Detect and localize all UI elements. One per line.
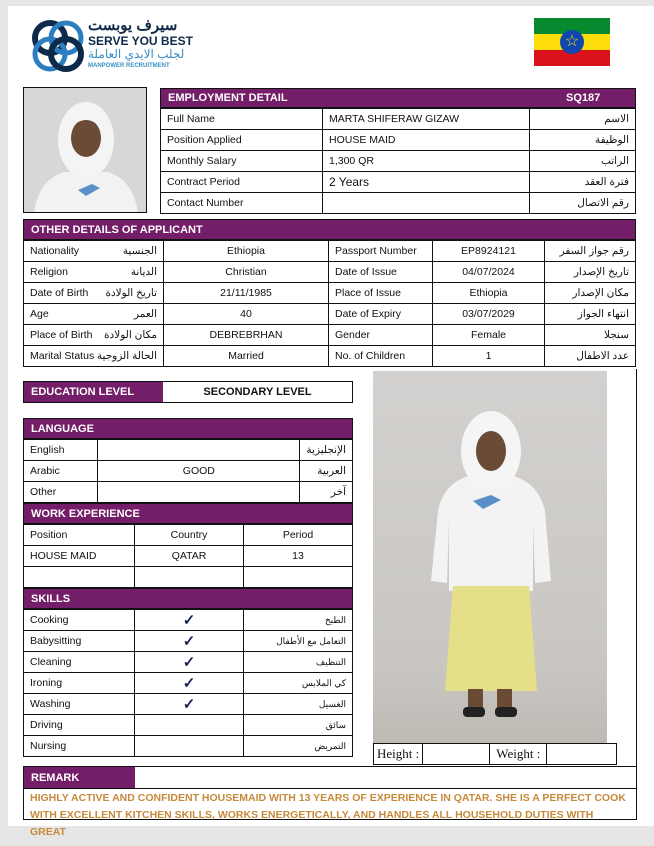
skill-name-arabic: كي الملابس (244, 673, 353, 694)
skills-header (23, 588, 353, 609)
height-value[interactable] (423, 744, 490, 765)
field-label: Age (30, 308, 49, 320)
employment-row (161, 109, 636, 130)
work-experience-header (23, 503, 353, 524)
logo-name: SERVE YOU BEST (88, 34, 193, 48)
other-details-row (24, 346, 636, 367)
skill-name: Cleaning (24, 652, 135, 673)
field-label-cell (24, 346, 164, 367)
weight-label: Weight : (490, 744, 547, 765)
work-cell: HOUSE MAID (24, 546, 135, 567)
skills-title: SKILLS (31, 592, 71, 605)
field-label-cell (24, 304, 164, 325)
column-header: Position (24, 525, 135, 546)
column-header: Country (135, 525, 244, 546)
field-value: 03/07/2029 (433, 304, 545, 325)
field-label: Religion (30, 266, 68, 278)
field-label: Full Name (161, 109, 323, 130)
skill-row (24, 736, 353, 757)
field-label-arabic: الحالة الزوجية (96, 350, 157, 362)
language-name-arabic: الإنجليزية (300, 440, 353, 461)
language-name: Arabic (24, 461, 98, 482)
language-row (24, 440, 353, 461)
field-label-cell (24, 283, 164, 304)
company-logo (28, 18, 203, 74)
employment-row (161, 172, 636, 193)
field-value: 2 Years (323, 172, 530, 193)
logo-tagline: MANPOWER RECRUITMENT (88, 63, 170, 69)
field-label-arabic: تاريخ الولادة (105, 287, 157, 299)
skill-row (24, 715, 353, 736)
other-details-row (24, 241, 636, 262)
skill-name-arabic: الطبخ (244, 610, 353, 631)
field-label-arabic: تاريخ الإصدار (545, 262, 636, 283)
skill-name-arabic: التعامل مع الأطفال (244, 631, 353, 652)
skill-checkbox[interactable] (135, 673, 244, 694)
work-cell: QATAR (135, 546, 244, 567)
field-label: Nationality (30, 245, 80, 257)
field-label: No. of Children (329, 346, 433, 367)
other-details-header (23, 219, 636, 240)
field-label: Date of Birth (30, 287, 89, 299)
field-label-arabic: الاسم (530, 109, 636, 130)
employment-table (160, 108, 636, 214)
language-title: LANGUAGE (31, 422, 94, 435)
remark-title: REMARK (24, 767, 135, 788)
field-label: Contract Period (161, 172, 323, 193)
applicant-full-photo (373, 371, 607, 743)
language-level (98, 440, 300, 461)
field-label: Place of Birth (30, 329, 93, 341)
skill-checkbox[interactable] (135, 652, 244, 673)
language-row (24, 461, 353, 482)
skill-checkbox[interactable] (135, 694, 244, 715)
checkmark-icon: ✓ (182, 675, 196, 692)
other-details-row (24, 304, 636, 325)
field-label: Monthly Salary (161, 151, 323, 172)
skill-checkbox[interactable] (135, 631, 244, 652)
work-cell: 13 (244, 546, 353, 567)
skill-name: Ironing (24, 673, 135, 694)
language-header (23, 418, 353, 439)
field-value (323, 193, 530, 214)
field-label-arabic: عدد الاطفال (545, 346, 636, 367)
employment-row (161, 193, 636, 214)
checkmark-icon: ✓ (182, 633, 196, 650)
field-label-arabic: مكان الإصدار (545, 283, 636, 304)
language-row (24, 482, 353, 503)
field-label-arabic: انتهاء الجواز (545, 304, 636, 325)
other-details-title: OTHER DETAILS OF APPLICANT (31, 223, 203, 236)
work-cell (24, 567, 135, 588)
employment-title: EMPLOYMENT DETAIL (168, 92, 288, 104)
language-name-arabic: آخر (300, 482, 353, 503)
field-value: Christian (164, 262, 329, 283)
remark-text: HIGHLY ACTIVE AND CONFIDENT HOUSEMAID WITH 13 YEARS OF EXPERIENCE IN QATAR. SHE IS A PERFECT COOK WITH EXCELLENT KITCHEN SKILLS, WORKS ENERGETICALLY, AND HANDLES ALL HOUSEHOLD DUTIES WITH GREAT (30, 792, 626, 838)
field-label-cell (24, 241, 164, 262)
checkmark-icon: ✓ (182, 654, 196, 671)
employment-row (161, 130, 636, 151)
field-value: Ethiopia (433, 283, 545, 304)
other-details-row (24, 262, 636, 283)
field-value: 21/11/1985 (164, 283, 329, 304)
field-value: 1 (433, 346, 545, 367)
work-experience-title: WORK EXPERIENCE (31, 507, 140, 520)
other-details-table (23, 240, 636, 367)
field-value: 40 (164, 304, 329, 325)
field-value: 04/07/2024 (433, 262, 545, 283)
language-table (23, 439, 353, 503)
field-label: Passport Number (329, 241, 433, 262)
language-name-arabic: العربية (300, 461, 353, 482)
language-level (98, 482, 300, 503)
language-name: Other (24, 482, 98, 503)
field-label-arabic: الديانة (130, 266, 157, 278)
skill-row (24, 610, 353, 631)
skill-row (24, 673, 353, 694)
logo-arabic-sub: لجلب الايدي العاملة (88, 47, 185, 61)
field-label-arabic: فترة العقد (530, 172, 636, 193)
skill-name: Babysitting (24, 631, 135, 652)
other-details-row (24, 283, 636, 304)
checkmark-icon: ✓ (182, 696, 196, 713)
right-border-line (636, 369, 637, 820)
skill-name: Washing (24, 694, 135, 715)
field-value: MARTA SHIFERAW GIZAW (323, 109, 530, 130)
work-experience-table (23, 524, 353, 588)
work-row (24, 567, 353, 588)
reference-code: SQ187 (566, 92, 601, 104)
work-cell (244, 567, 353, 588)
field-label-arabic: الراتب (530, 151, 636, 172)
field-label-arabic: العمر (133, 308, 157, 320)
skill-row (24, 694, 353, 715)
height-label: Height : (374, 744, 423, 765)
field-label: Marital Status (30, 350, 95, 362)
skill-name-arabic: سائق (244, 715, 353, 736)
work-header-row (24, 525, 353, 546)
skill-checkbox[interactable] (135, 610, 244, 631)
field-label-cell (24, 262, 164, 283)
logo-knot-icon (28, 18, 88, 74)
employment-row (161, 151, 636, 172)
column-header: Period (244, 525, 353, 546)
remark-section (23, 766, 636, 838)
field-value: DEBREBRHAN (164, 325, 329, 346)
skill-name-arabic: التمريض (244, 736, 353, 757)
skill-row (24, 652, 353, 673)
field-label-arabic: الوظيفة (530, 130, 636, 151)
education-value: SECONDARY LEVEL (203, 386, 312, 398)
work-row (24, 546, 353, 567)
field-label: Gender (329, 325, 433, 346)
field-value: 1,300 QR (323, 151, 530, 172)
checkmark-icon: ✓ (182, 612, 196, 629)
other-details-row (24, 325, 636, 346)
weight-value[interactable] (547, 744, 617, 765)
applicant-portrait (23, 87, 147, 213)
field-label-arabic: رقم الاتصال (530, 193, 636, 214)
field-value: Married (164, 346, 329, 367)
field-label-arabic: سنجلا (545, 325, 636, 346)
field-value: HOUSE MAID (323, 130, 530, 151)
work-cell (135, 567, 244, 588)
skill-row (24, 631, 353, 652)
logo-arabic: سيرف يوبست (88, 17, 178, 34)
measurements-table (373, 743, 617, 765)
employment-detail-header (160, 88, 636, 108)
education-title: EDUCATION LEVEL (24, 382, 163, 402)
field-label-arabic: مكان الولادة (104, 329, 157, 341)
skill-checkbox[interactable] (135, 736, 244, 757)
field-value: Ethiopia (164, 241, 329, 262)
field-label: Contact Number (161, 193, 323, 214)
field-label-arabic: رقم جواز السفر (545, 241, 636, 262)
field-label: Position Applied (161, 130, 323, 151)
field-label: Date of Expiry (329, 304, 433, 325)
education-row (23, 381, 353, 403)
skills-table (23, 609, 353, 757)
skill-name: Driving (24, 715, 135, 736)
field-label-cell (24, 325, 164, 346)
field-label-arabic: الجنسية (122, 245, 157, 257)
skill-name-arabic: الغسيل (244, 694, 353, 715)
language-level: GOOD (98, 461, 300, 482)
field-value: EP8924121 (433, 241, 545, 262)
skill-checkbox[interactable] (135, 715, 244, 736)
skill-name: Nursing (24, 736, 135, 757)
field-value: Female (433, 325, 545, 346)
field-label: Date of Issue (329, 262, 433, 283)
language-name: English (24, 440, 98, 461)
skill-name-arabic: التنظيف (244, 652, 353, 673)
star-emblem-icon: ☆ (560, 30, 584, 54)
ethiopia-flag (534, 18, 610, 66)
field-label: Place of Issue (329, 283, 433, 304)
skill-name: Cooking (24, 610, 135, 631)
